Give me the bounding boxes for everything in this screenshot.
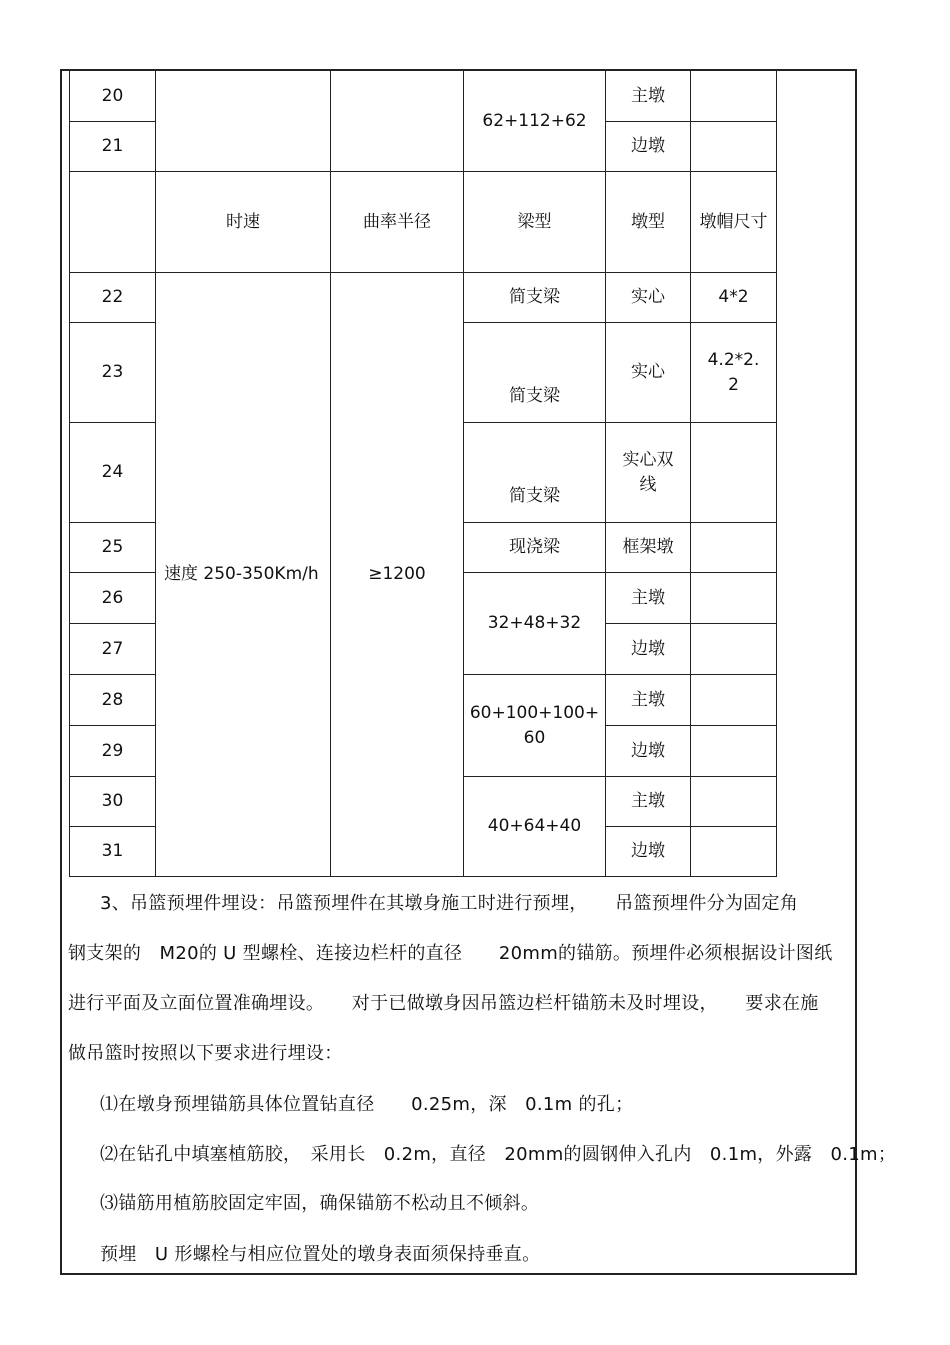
- pier-type-cell: 实心双线: [606, 423, 691, 523]
- row-number: 21: [70, 122, 156, 172]
- row-number: 22: [70, 273, 156, 323]
- speed-cell: 速度 250-350Km/h: [156, 273, 331, 877]
- cap-size-cell: 4.2*2.2: [691, 323, 777, 423]
- cap-size-cell: [691, 71, 777, 122]
- row-number: 28: [70, 675, 156, 726]
- paragraph-line: 进行平面及立面位置准确埋设。 对于已做墩身因吊篮边栏杆锚筋未及时埋设， 要求在施: [68, 993, 819, 1014]
- row-number: 30: [70, 777, 156, 827]
- beam-type-cell: 简支梁: [464, 273, 606, 323]
- cap-size-cell: [691, 777, 777, 827]
- paragraph-line: 做吊篮时按照以下要求进行埋设：: [68, 1043, 343, 1064]
- row-number: 31: [70, 827, 156, 877]
- pier-type-cell: 主墩: [606, 573, 691, 624]
- pier-type-cell: 边墩: [606, 624, 691, 675]
- pier-type-cell: 框架墩: [606, 523, 691, 573]
- pier-type-cell: 实心: [606, 273, 691, 323]
- header-speed: 时速: [156, 172, 331, 273]
- table-header-row: [70, 172, 777, 273]
- paragraph-line: 钢支架的 M20的 U 型螺栓、连接边栏杆的直径 20mm的锚筋。预埋件必须根据设计图纸: [68, 943, 833, 964]
- pier-type-cell: 边墩: [606, 726, 691, 777]
- cap-size-cell: [691, 122, 777, 172]
- row-number: 20: [70, 71, 156, 122]
- beam-type-cell: 现浇梁: [464, 523, 606, 573]
- pier-type-cell: 主墩: [606, 777, 691, 827]
- pier-type-cell: 实心: [606, 323, 691, 423]
- cap-size-cell: [691, 523, 777, 573]
- beam-type-cell: 62+112+62: [464, 71, 606, 172]
- paragraph-line: 3、吊篮预埋件埋设：吊篮预埋件在其墩身施工时进行预埋， 吊篮预埋件分为固定角: [100, 893, 799, 914]
- row-number: 27: [70, 624, 156, 675]
- cap-size-cell: [691, 573, 777, 624]
- table-row: [70, 273, 777, 323]
- list-item: ⑵在钻孔中填塞植筋胶， 采用长 0.2m，直径 20mm的圆钢伸入孔内 0.1m，外露 0.1m；: [100, 1144, 897, 1165]
- paragraph-line: 预埋 U 形螺栓与相应位置处的墩身表面须保持垂直。: [100, 1244, 541, 1265]
- cap-size-cell: [691, 675, 777, 726]
- header-beam-type: 梁型: [464, 172, 606, 273]
- beam-type-cell: 简支梁: [464, 423, 606, 523]
- pier-type-cell: 边墩: [606, 122, 691, 172]
- cap-size-cell: [691, 624, 777, 675]
- beam-type-cell: 40+64+40: [464, 777, 606, 877]
- cap-size-cell: [691, 726, 777, 777]
- cap-size-cell: [691, 423, 777, 523]
- pier-type-cell: 主墩: [606, 71, 691, 122]
- row-number: 25: [70, 523, 156, 573]
- pier-type-cell: 主墩: [606, 675, 691, 726]
- row-number: 26: [70, 573, 156, 624]
- pier-type-cell: 边墩: [606, 827, 691, 877]
- row-number: 24: [70, 423, 156, 523]
- beam-type-cell: 60+100+100+60: [464, 675, 606, 777]
- row-number: 23: [70, 323, 156, 423]
- cap-size-cell: 4*2: [691, 273, 777, 323]
- cap-size-cell: [691, 827, 777, 877]
- pier-spec-table: [69, 70, 777, 877]
- header-cap-size: 墩帽尺寸: [691, 172, 777, 273]
- table-row: [70, 71, 777, 122]
- radius-cell: [331, 71, 464, 172]
- radius-cell: ≥1200: [331, 273, 464, 877]
- row-number: 29: [70, 726, 156, 777]
- list-item: ⑶锚筋用植筋胶固定牢固，确保锚筋不松动且不倾斜。: [100, 1193, 540, 1214]
- header-radius: 曲率半径: [331, 172, 464, 273]
- header-pier-type: 墩型: [606, 172, 691, 273]
- beam-type-cell: 简支梁: [464, 323, 606, 423]
- speed-cell: [156, 71, 331, 172]
- header-number: [70, 172, 156, 273]
- list-item: ⑴在墩身预埋锚筋具体位置钻直径 0.25m，深 0.1m 的孔；: [100, 1094, 634, 1115]
- beam-type-cell: 32+48+32: [464, 573, 606, 675]
